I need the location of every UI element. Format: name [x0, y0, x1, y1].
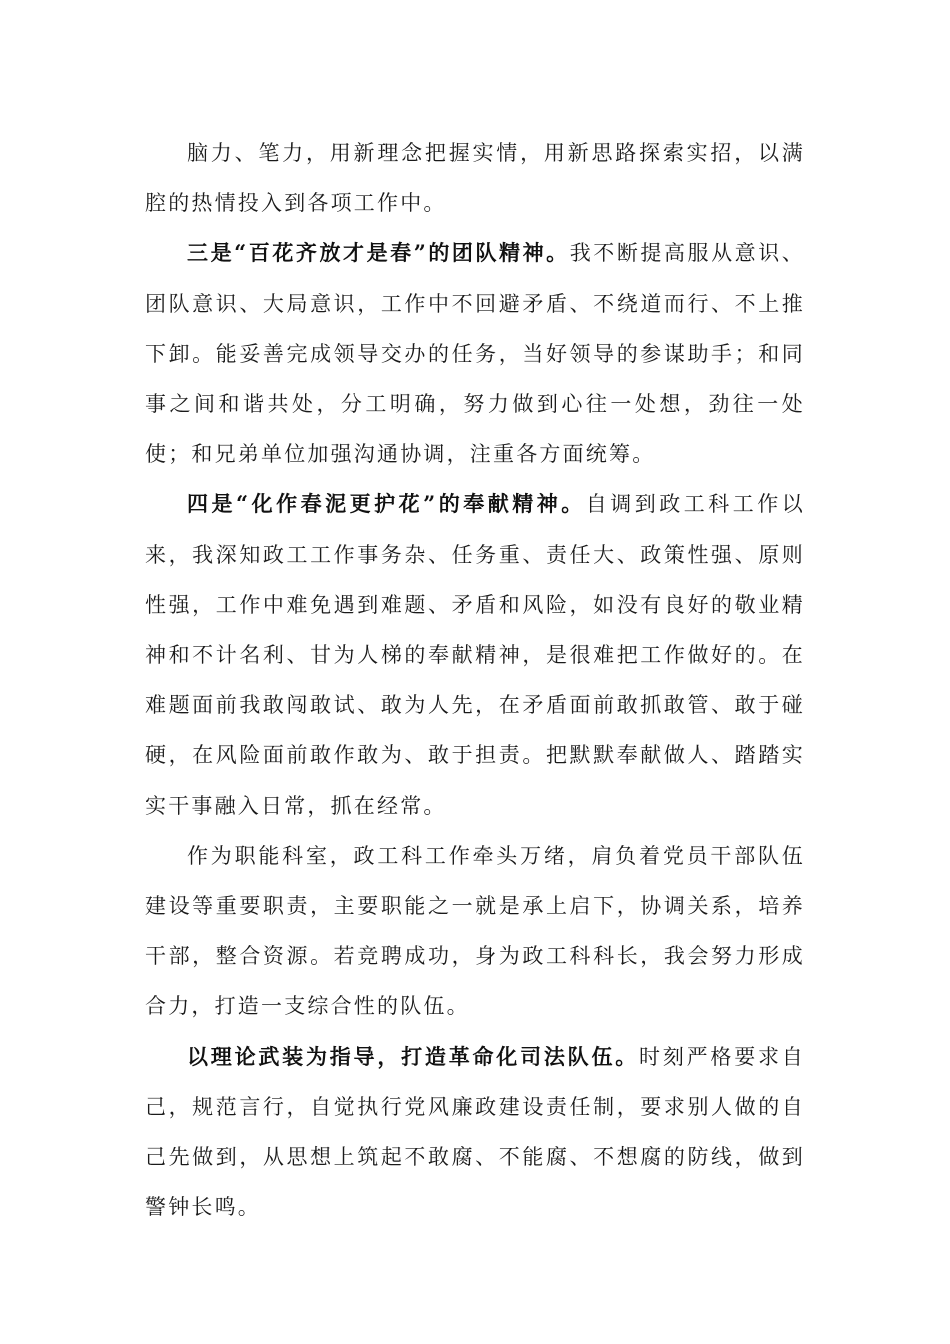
paragraph-3 [145, 479, 805, 830]
paragraph-4 [145, 831, 805, 1032]
paragraph-5-body: 时刻严格要求自己，规范言行，自觉执行党风廉政建设责任制，要求别人做的自己先做到，从思想上筑起不敢腐、不能腐、不想腐的防线，做到警钟长鸣。 [145, 1044, 805, 1220]
paragraph-5-lead: 以理论武装为指导，打造革命化司法队伍。 [187, 1043, 640, 1069]
paragraph-3-body: 自调到政工科工作以来，我深知政工工作事务杂、任务重、责任大、政策性强、原则性强，工作中难免遇到难题、矛盾和风险，如没有良好的敬业精神和不计名利、甘为人梯的奉献精神，是很难把工作做好的。在难题面前我敢闯敢试、敢为人先，在矛盾面前敢抓敢管、敢于碰硬，在风险面前敢作敢为、敢于担责。把默默奉献做人、踏踏实实干事融入日常，抓在经常。 [145, 492, 805, 818]
paragraph-5 [145, 1032, 805, 1233]
paragraph-2-lead: 三是“百花齐放才是春”的团队精神。 [187, 240, 570, 266]
paragraph-2 [145, 228, 805, 479]
document-body [145, 128, 805, 1232]
paragraph-1 [145, 128, 805, 228]
paragraph-2-body: 我不断提高服从意识、团队意识、大局意识，工作中不回避矛盾、不绕道而行、不上推下卸。能妥善完成领导交办的任务，当好领导的参谋助手；和同事之间和谐共处，分工明确，努力做到心往一处想，劲往一处使；和兄弟单位加强沟通协调，注重各方面统筹。 [145, 241, 806, 467]
paragraph-4-body: 作为职能科室，政工科工作牵头万绪，肩负着党员干部队伍建设等重要职责，主要职能之一就是承上启下，协调关系，培养干部，整合资源。若竞聘成功，身为政工科科长，我会努力形成合力，打造一支综合性的队伍。 [145, 843, 805, 1019]
paragraph-3-lead: 四是“化作春泥更护花”的奉献精神。 [187, 491, 586, 517]
paragraph-1-body: 脑力、笔力，用新理念把握实情，用新思路探索实招，以满腔的热情投入到各项工作中。 [145, 141, 805, 216]
